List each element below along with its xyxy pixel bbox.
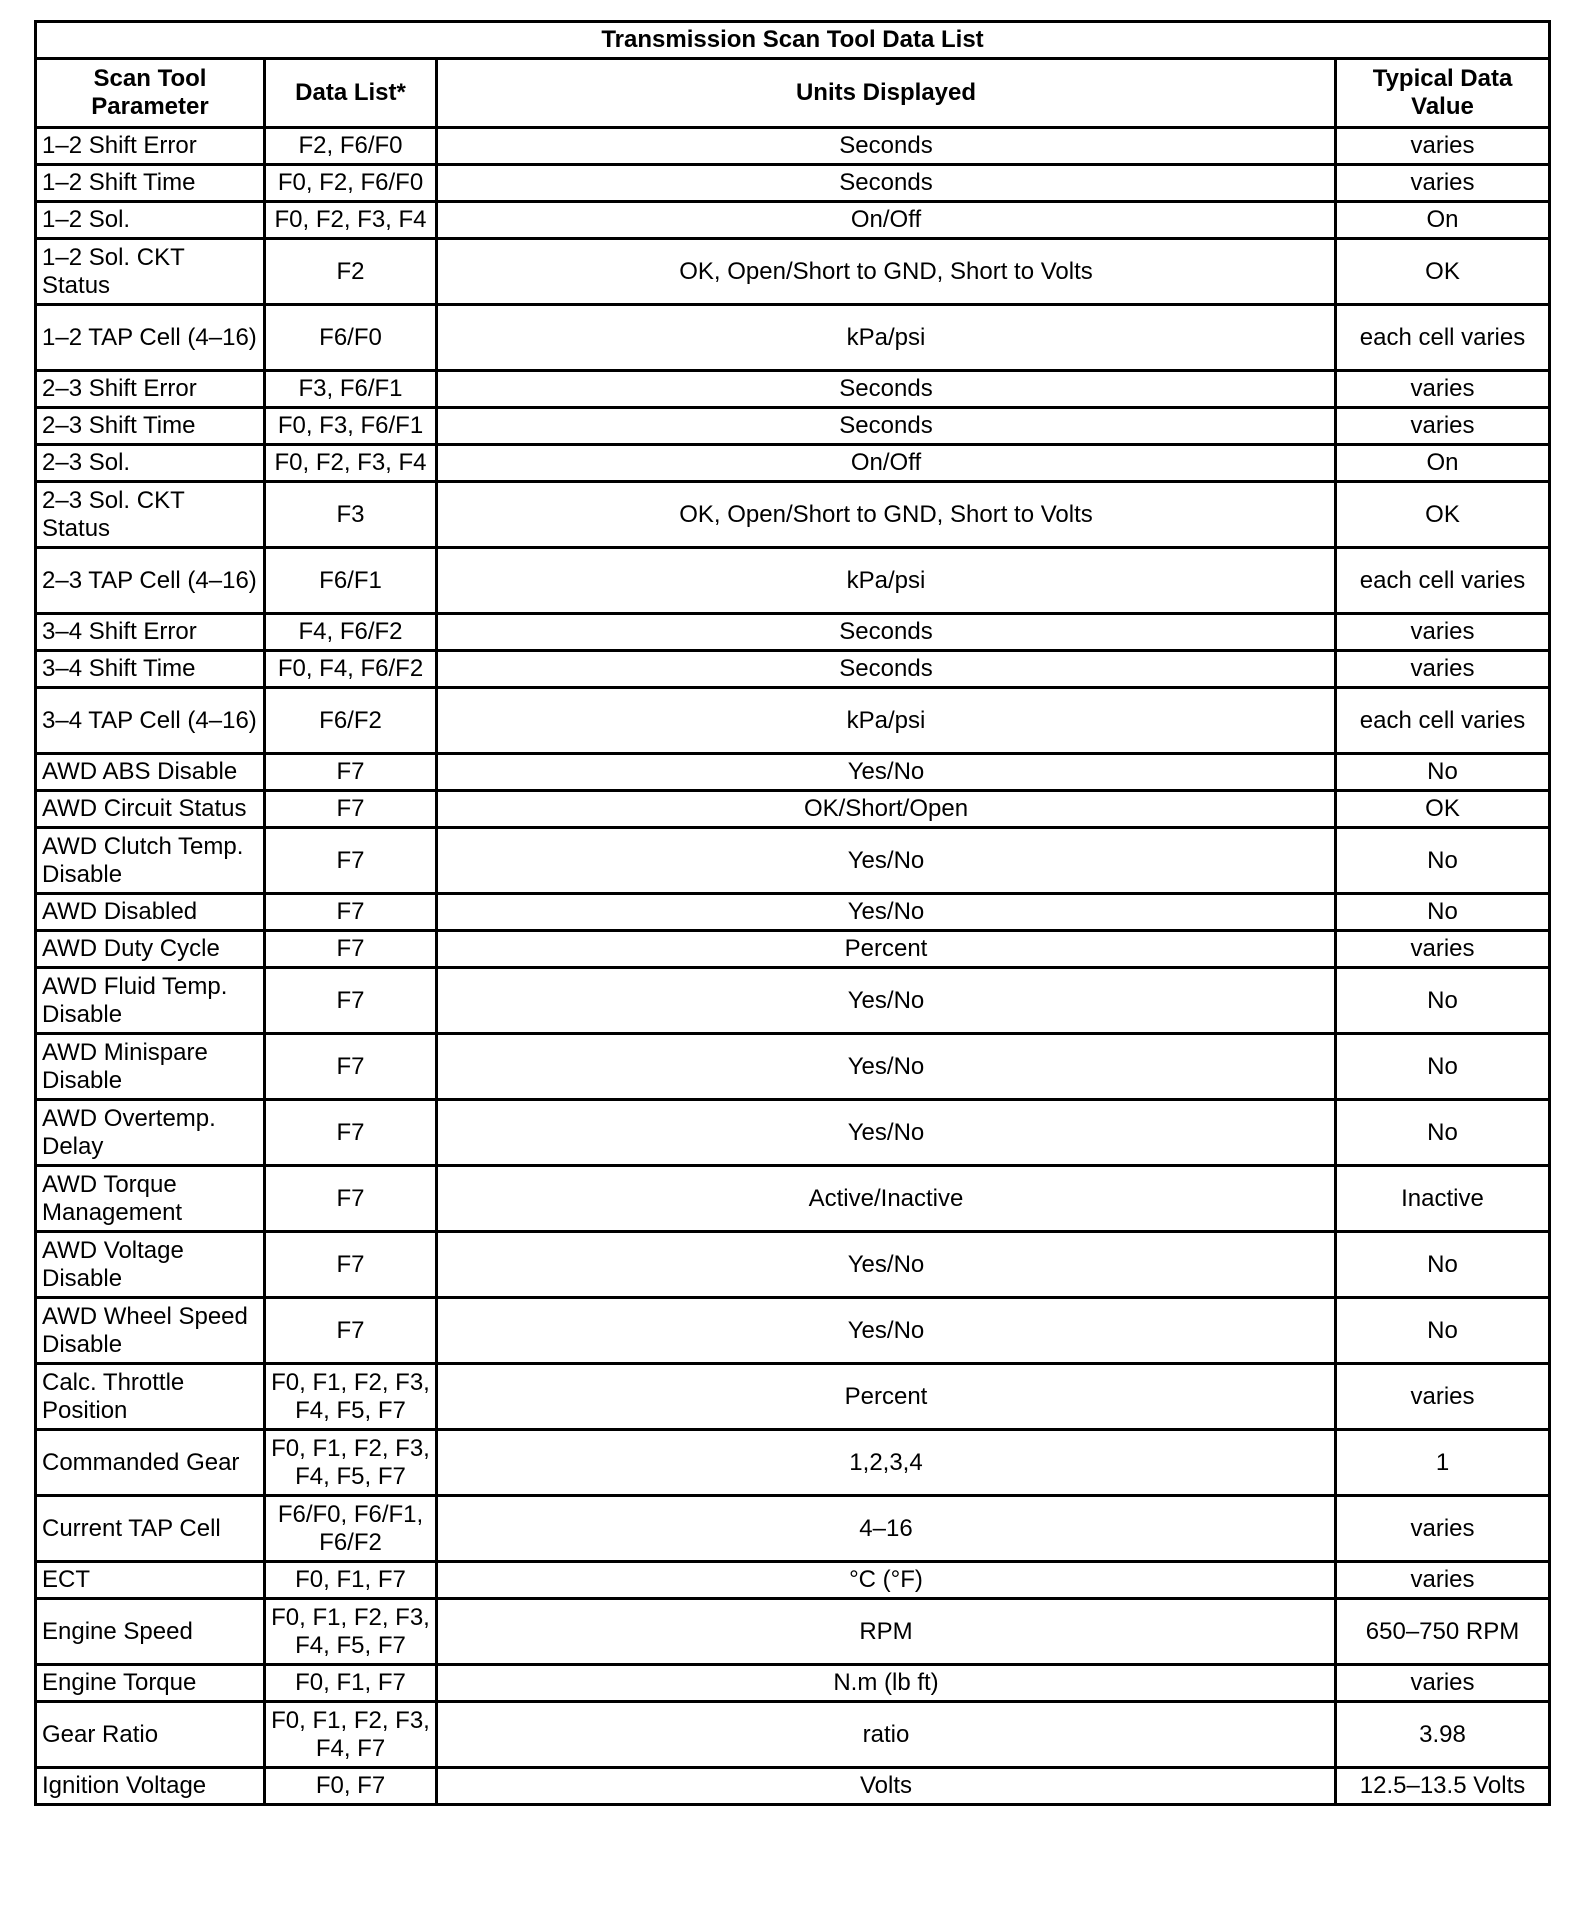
data-list-cell: F2	[265, 239, 437, 305]
scan-tool-data-table	[34, 20, 1551, 1806]
parameter-cell: 3–4 TAP Cell (4–16)	[36, 688, 265, 754]
data-list-cell: F7	[265, 1298, 437, 1364]
table-row	[36, 202, 1550, 239]
units-cell: Yes/No	[437, 894, 1336, 931]
table-title: Transmission Scan Tool Data List	[36, 22, 1550, 59]
data-list-cell: F3	[265, 482, 437, 548]
data-list-cell: F7	[265, 754, 437, 791]
data-list-cell: F7	[265, 894, 437, 931]
parameter-cell: 2–3 TAP Cell (4–16)	[36, 548, 265, 614]
table-row	[36, 165, 1550, 202]
units-cell: Yes/No	[437, 1100, 1336, 1166]
table-row	[36, 1562, 1550, 1599]
typical-value-cell: varies	[1336, 1665, 1550, 1702]
parameter-cell: AWD Duty Cycle	[36, 931, 265, 968]
typical-value-cell: On	[1336, 202, 1550, 239]
typical-value-cell: 650–750 RPM	[1336, 1599, 1550, 1665]
table-row	[36, 894, 1550, 931]
table-row	[36, 791, 1550, 828]
table-row	[36, 305, 1550, 371]
typical-value-cell: No	[1336, 1034, 1550, 1100]
parameter-cell: AWD Minispare Disable	[36, 1034, 265, 1100]
typical-value-cell: varies	[1336, 408, 1550, 445]
typical-value-cell: each cell varies	[1336, 548, 1550, 614]
data-list-cell: F0, F4, F6/F2	[265, 651, 437, 688]
header-typical-data-value: Typical Data Value	[1336, 59, 1550, 128]
units-cell: OK/Short/Open	[437, 791, 1336, 828]
parameter-cell: 1–2 TAP Cell (4–16)	[36, 305, 265, 371]
units-cell: Active/Inactive	[437, 1166, 1336, 1232]
units-cell: Yes/No	[437, 754, 1336, 791]
units-cell: On/Off	[437, 445, 1336, 482]
typical-value-cell: No	[1336, 1100, 1550, 1166]
data-list-cell: F0, F2, F3, F4	[265, 445, 437, 482]
table-row	[36, 1166, 1550, 1232]
units-cell: °C (°F)	[437, 1562, 1336, 1599]
units-cell: RPM	[437, 1599, 1336, 1665]
table-row	[36, 482, 1550, 548]
header-scan-tool-parameter: Scan Tool Parameter	[36, 59, 265, 128]
table-row	[36, 1768, 1550, 1805]
units-cell: 1,2,3,4	[437, 1430, 1336, 1496]
typical-value-cell: No	[1336, 968, 1550, 1034]
parameter-cell: 2–3 Sol. CKT Status	[36, 482, 265, 548]
table-row	[36, 1430, 1550, 1496]
data-list-cell: F7	[265, 828, 437, 894]
data-list-cell: F7	[265, 1034, 437, 1100]
data-list-cell: F7	[265, 1232, 437, 1298]
parameter-cell: AWD Fluid Temp. Disable	[36, 968, 265, 1034]
units-cell: Seconds	[437, 651, 1336, 688]
parameter-cell: 1–2 Shift Time	[36, 165, 265, 202]
typical-value-cell: each cell varies	[1336, 688, 1550, 754]
data-list-cell: F0, F1, F2, F3, F4, F5, F7	[265, 1599, 437, 1665]
typical-value-cell: varies	[1336, 371, 1550, 408]
typical-value-cell: varies	[1336, 651, 1550, 688]
table-row	[36, 1298, 1550, 1364]
parameter-cell: Engine Speed	[36, 1599, 265, 1665]
parameter-cell: Gear Ratio	[36, 1702, 265, 1768]
units-cell: OK, Open/Short to GND, Short to Volts	[437, 482, 1336, 548]
data-list-cell: F0, F1, F7	[265, 1562, 437, 1599]
units-cell: N.m (lb ft)	[437, 1665, 1336, 1702]
parameter-cell: AWD Torque Management	[36, 1166, 265, 1232]
data-list-cell: F6/F1	[265, 548, 437, 614]
table-row	[36, 371, 1550, 408]
parameter-cell: Current TAP Cell	[36, 1496, 265, 1562]
table-row	[36, 754, 1550, 791]
units-cell: Yes/No	[437, 828, 1336, 894]
typical-value-cell: No	[1336, 894, 1550, 931]
typical-value-cell: each cell varies	[1336, 305, 1550, 371]
parameter-cell: AWD Clutch Temp. Disable	[36, 828, 265, 894]
data-list-cell: F7	[265, 1100, 437, 1166]
table-row	[36, 1100, 1550, 1166]
table-row	[36, 548, 1550, 614]
data-list-cell: F7	[265, 931, 437, 968]
typical-value-cell: No	[1336, 1232, 1550, 1298]
data-list-cell: F0, F7	[265, 1768, 437, 1805]
table-row	[36, 1702, 1550, 1768]
typical-value-cell: varies	[1336, 614, 1550, 651]
typical-value-cell: varies	[1336, 1562, 1550, 1599]
parameter-cell: 2–3 Shift Error	[36, 371, 265, 408]
units-cell: Volts	[437, 1768, 1336, 1805]
units-cell: Seconds	[437, 128, 1336, 165]
parameter-cell: 2–3 Sol.	[36, 445, 265, 482]
parameter-cell: AWD Circuit Status	[36, 791, 265, 828]
data-list-cell: F4, F6/F2	[265, 614, 437, 651]
typical-value-cell: Inactive	[1336, 1166, 1550, 1232]
parameter-cell: Engine Torque	[36, 1665, 265, 1702]
units-cell: Yes/No	[437, 968, 1336, 1034]
units-cell: ratio	[437, 1702, 1336, 1768]
units-cell: Percent	[437, 1364, 1336, 1430]
typical-value-cell: OK	[1336, 482, 1550, 548]
parameter-cell: AWD Voltage Disable	[36, 1232, 265, 1298]
table-row	[36, 1496, 1550, 1562]
parameter-cell: Commanded Gear	[36, 1430, 265, 1496]
data-list-cell: F0, F3, F6/F1	[265, 408, 437, 445]
units-cell: Seconds	[437, 371, 1336, 408]
table-row	[36, 445, 1550, 482]
data-list-cell: F7	[265, 791, 437, 828]
parameter-cell: AWD Disabled	[36, 894, 265, 931]
typical-value-cell: 1	[1336, 1430, 1550, 1496]
units-cell: kPa/psi	[437, 548, 1336, 614]
typical-value-cell: varies	[1336, 128, 1550, 165]
data-list-cell: F0, F2, F3, F4	[265, 202, 437, 239]
table-row	[36, 1599, 1550, 1665]
typical-value-cell: varies	[1336, 931, 1550, 968]
table-row	[36, 968, 1550, 1034]
header-units-displayed: Units Displayed	[437, 59, 1336, 128]
parameter-cell: Ignition Voltage	[36, 1768, 265, 1805]
table-row	[36, 1232, 1550, 1298]
units-cell: Yes/No	[437, 1034, 1336, 1100]
units-cell: Seconds	[437, 614, 1336, 651]
data-list-cell: F6/F0	[265, 305, 437, 371]
data-list-cell: F0, F2, F6/F0	[265, 165, 437, 202]
table-row	[36, 239, 1550, 305]
units-cell: 4–16	[437, 1496, 1336, 1562]
parameter-cell: 2–3 Shift Time	[36, 408, 265, 445]
units-cell: On/Off	[437, 202, 1336, 239]
units-cell: OK, Open/Short to GND, Short to Volts	[437, 239, 1336, 305]
data-list-cell: F0, F1, F7	[265, 1665, 437, 1702]
typical-value-cell: varies	[1336, 165, 1550, 202]
parameter-cell: 3–4 Shift Error	[36, 614, 265, 651]
header-data-list: Data List*	[265, 59, 437, 128]
table-row	[36, 651, 1550, 688]
table-row	[36, 128, 1550, 165]
parameter-cell: AWD Overtemp. Delay	[36, 1100, 265, 1166]
data-list-cell: F0, F1, F2, F3, F4, F5, F7	[265, 1364, 437, 1430]
typical-value-cell: 3.98	[1336, 1702, 1550, 1768]
units-cell: kPa/psi	[437, 305, 1336, 371]
typical-value-cell: No	[1336, 828, 1550, 894]
table-row	[36, 1034, 1550, 1100]
units-cell: Seconds	[437, 408, 1336, 445]
data-list-cell: F6/F0, F6/F1, F6/F2	[265, 1496, 437, 1562]
parameter-cell: 1–2 Sol.	[36, 202, 265, 239]
data-list-cell: F0, F1, F2, F3, F4, F5, F7	[265, 1430, 437, 1496]
typical-value-cell: varies	[1336, 1496, 1550, 1562]
parameter-cell: 3–4 Shift Time	[36, 651, 265, 688]
typical-value-cell: varies	[1336, 1364, 1550, 1430]
data-list-cell: F3, F6/F1	[265, 371, 437, 408]
typical-value-cell: No	[1336, 754, 1550, 791]
parameter-cell: AWD ABS Disable	[36, 754, 265, 791]
parameter-cell: Calc. Throttle Position	[36, 1364, 265, 1430]
typical-value-cell: OK	[1336, 791, 1550, 828]
table-row	[36, 688, 1550, 754]
parameter-cell: ECT	[36, 1562, 265, 1599]
table-row	[36, 1364, 1550, 1430]
parameter-cell: 1–2 Shift Error	[36, 128, 265, 165]
units-cell: Seconds	[437, 165, 1336, 202]
units-cell: Yes/No	[437, 1298, 1336, 1364]
data-list-cell: F7	[265, 968, 437, 1034]
typical-value-cell: No	[1336, 1298, 1550, 1364]
table-row	[36, 828, 1550, 894]
data-list-cell: F6/F2	[265, 688, 437, 754]
units-cell: Yes/No	[437, 1232, 1336, 1298]
units-cell: Percent	[437, 931, 1336, 968]
parameter-cell: 1–2 Sol. CKT Status	[36, 239, 265, 305]
typical-value-cell: OK	[1336, 239, 1550, 305]
data-list-cell: F7	[265, 1166, 437, 1232]
table-row	[36, 408, 1550, 445]
parameter-cell: AWD Wheel Speed Disable	[36, 1298, 265, 1364]
data-list-cell: F2, F6/F0	[265, 128, 437, 165]
typical-value-cell: On	[1336, 445, 1550, 482]
table-row	[36, 1665, 1550, 1702]
data-list-cell: F0, F1, F2, F3, F4, F7	[265, 1702, 437, 1768]
table-row	[36, 614, 1550, 651]
table-row	[36, 931, 1550, 968]
units-cell: kPa/psi	[437, 688, 1336, 754]
typical-value-cell: 12.5–13.5 Volts	[1336, 1768, 1550, 1805]
